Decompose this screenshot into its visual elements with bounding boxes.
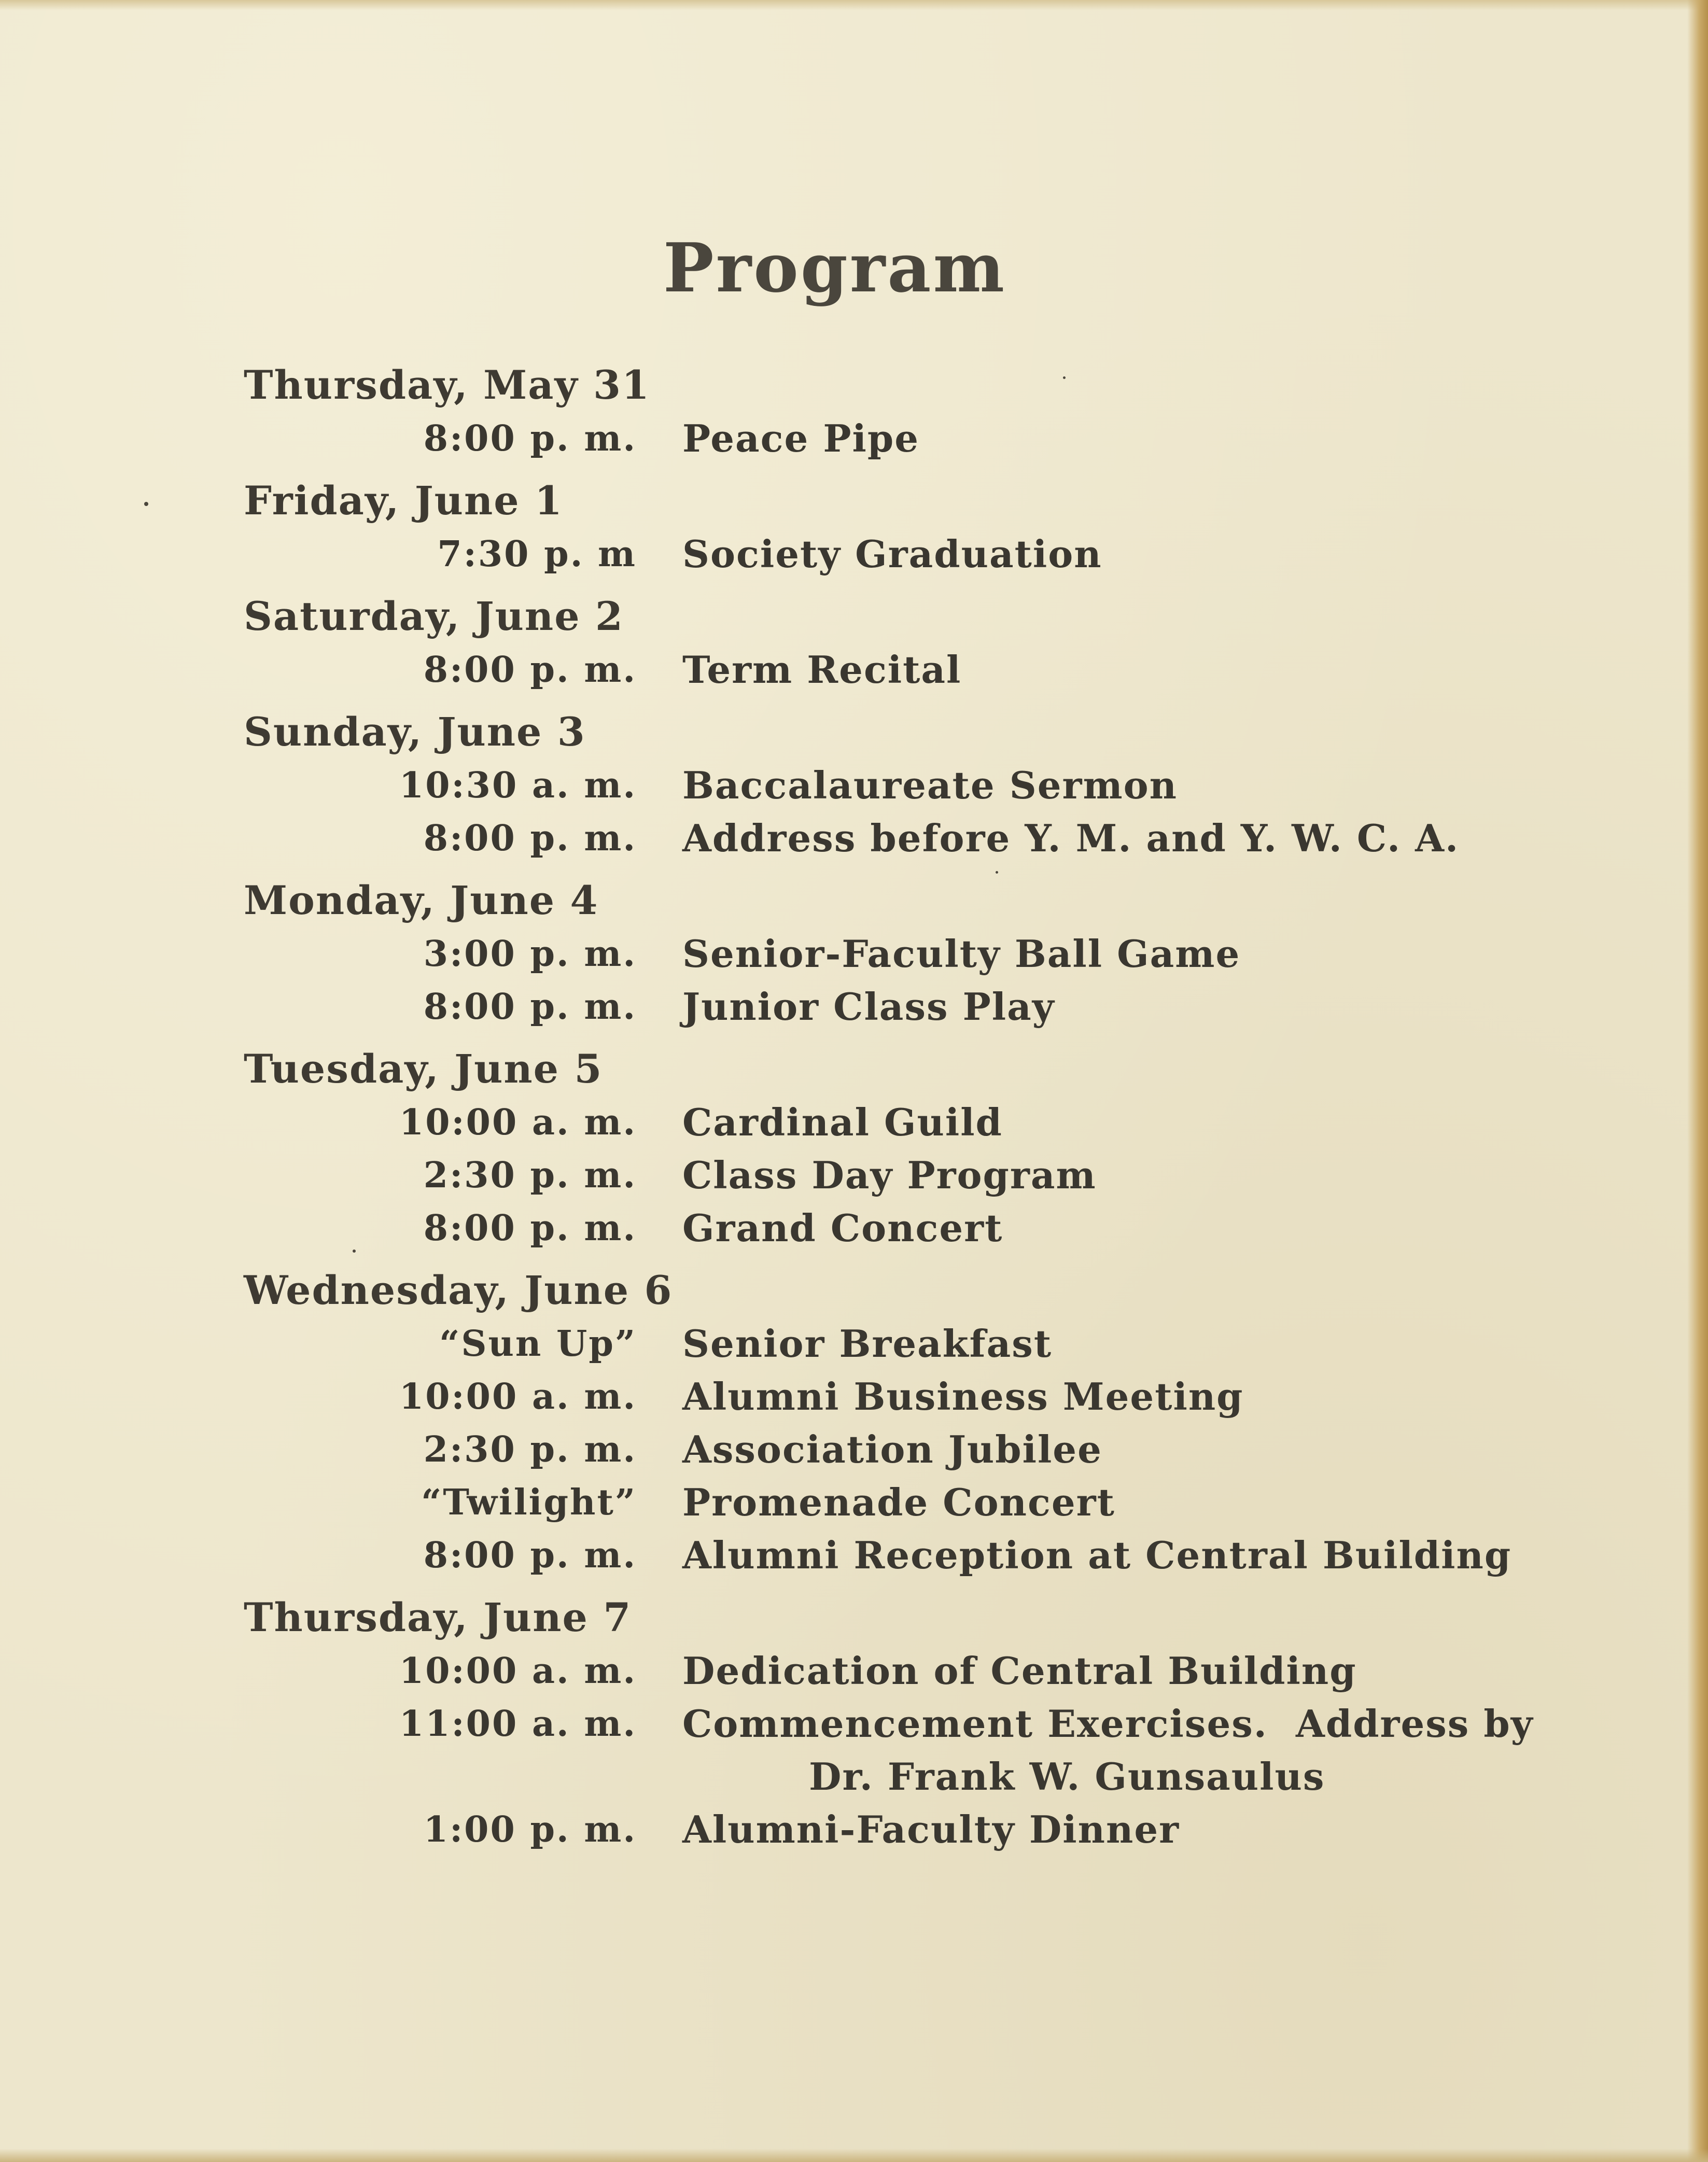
event-name: Alumni Reception at Central Building [682, 1533, 1512, 1577]
event-time: “Sun Up” [439, 1323, 637, 1365]
event-row [244, 812, 1571, 865]
day-block-thursday-june-7 [244, 1590, 1571, 1856]
event-time: “Twilight” [421, 1482, 637, 1523]
event-time: 10:30 a. m. [399, 765, 637, 806]
event-time: 8:00 p. m. [423, 986, 637, 1028]
paper-bottom-edge [0, 2149, 1708, 2162]
page-title: Program [663, 228, 1007, 307]
day-block-sunday-june-3 [244, 705, 1571, 865]
event-name: Term Recital [682, 648, 962, 692]
event-name: Society Graduation [682, 532, 1102, 576]
event-row [244, 1149, 1571, 1202]
event-time: 10:00 a. m. [399, 1650, 637, 1692]
event-row [244, 1803, 1571, 1856]
day-heading: Tuesday, June 5 [244, 1046, 603, 1092]
paper-top-edge [0, 0, 1708, 10]
day-block-tuesday-june-5 [244, 1042, 1571, 1255]
event-row [244, 1697, 1571, 1750]
day-heading: Thursday, June 7 [244, 1594, 632, 1640]
event-name: Alumni-Faculty Dinner [682, 1807, 1180, 1851]
event-row [244, 1370, 1571, 1423]
event-row [244, 759, 1571, 812]
day-block-saturday-june-2 [244, 589, 1571, 696]
event-row [244, 412, 1571, 465]
event-name: Commencement Exercises. Address by [682, 1702, 1534, 1746]
paper-right-edge [1687, 0, 1708, 2162]
event-time: 2:30 p. m. [423, 1155, 637, 1196]
event-row [244, 1529, 1571, 1582]
event-name: Peace Pipe [682, 416, 920, 460]
event-row [244, 1202, 1571, 1255]
event-time: 8:00 p. m. [423, 818, 637, 859]
day-block-thursday-may-31 [244, 358, 1571, 465]
event-time: 3:00 p. m. [423, 933, 637, 975]
event-name: Grand Concert [682, 1206, 1003, 1250]
event-time: 10:00 a. m. [399, 1376, 637, 1417]
event-time: 8:00 p. m. [423, 418, 637, 459]
event-name: Promenade Concert [682, 1480, 1115, 1524]
event-row [244, 643, 1571, 696]
event-name: Baccalaureate Sermon [682, 763, 1178, 807]
day-block-wednesday-june-6 [244, 1263, 1571, 1582]
event-name: Alumni Business Meeting [682, 1374, 1244, 1419]
event-row [244, 528, 1571, 581]
day-heading: Wednesday, June 6 [244, 1267, 673, 1313]
program-schedule [244, 358, 1571, 1856]
day-heading: Thursday, May 31 [244, 362, 650, 408]
day-heading: Monday, June 4 [244, 877, 599, 923]
event-name: Senior-Faculty Ball Game [682, 932, 1241, 976]
event-row [244, 1476, 1571, 1529]
event-name: Dedication of Central Building [682, 1649, 1357, 1693]
event-time: 7:30 p. m [437, 534, 637, 575]
event-row [244, 1423, 1571, 1476]
event-row [244, 928, 1571, 980]
event-time: 8:00 p. m. [423, 649, 637, 691]
event-name: Association Jubilee [682, 1427, 1102, 1471]
ink-speck [144, 502, 148, 506]
event-name: Class Day Program [682, 1153, 1097, 1197]
day-heading: Sunday, June 3 [244, 709, 586, 755]
event-row [244, 980, 1571, 1033]
day-heading: Friday, June 1 [244, 478, 563, 524]
event-time: 10:00 a. m. [399, 1102, 637, 1143]
day-block-friday-june-1 [244, 473, 1571, 581]
event-name: Senior Breakfast [682, 1322, 1053, 1366]
event-time: 11:00 a. m. [399, 1703, 637, 1745]
event-name: Junior Class Play [682, 985, 1055, 1029]
event-row [244, 1317, 1571, 1370]
day-heading: Saturday, June 2 [244, 593, 624, 639]
event-name: Address before Y. M. and Y. W. C. A. [682, 816, 1460, 860]
event-time: 2:30 p. m. [423, 1429, 637, 1470]
event-row [244, 1096, 1571, 1149]
event-name-continuation: Dr. Frank W. Gunsaulus [809, 1754, 1325, 1799]
event-time: 1:00 p. m. [423, 1809, 637, 1850]
event-name: Cardinal Guild [682, 1100, 1003, 1144]
day-block-monday-june-4 [244, 873, 1571, 1033]
event-time: 8:00 p. m. [423, 1535, 637, 1576]
event-time: 8:00 p. m. [423, 1208, 637, 1249]
event-row [244, 1645, 1571, 1697]
